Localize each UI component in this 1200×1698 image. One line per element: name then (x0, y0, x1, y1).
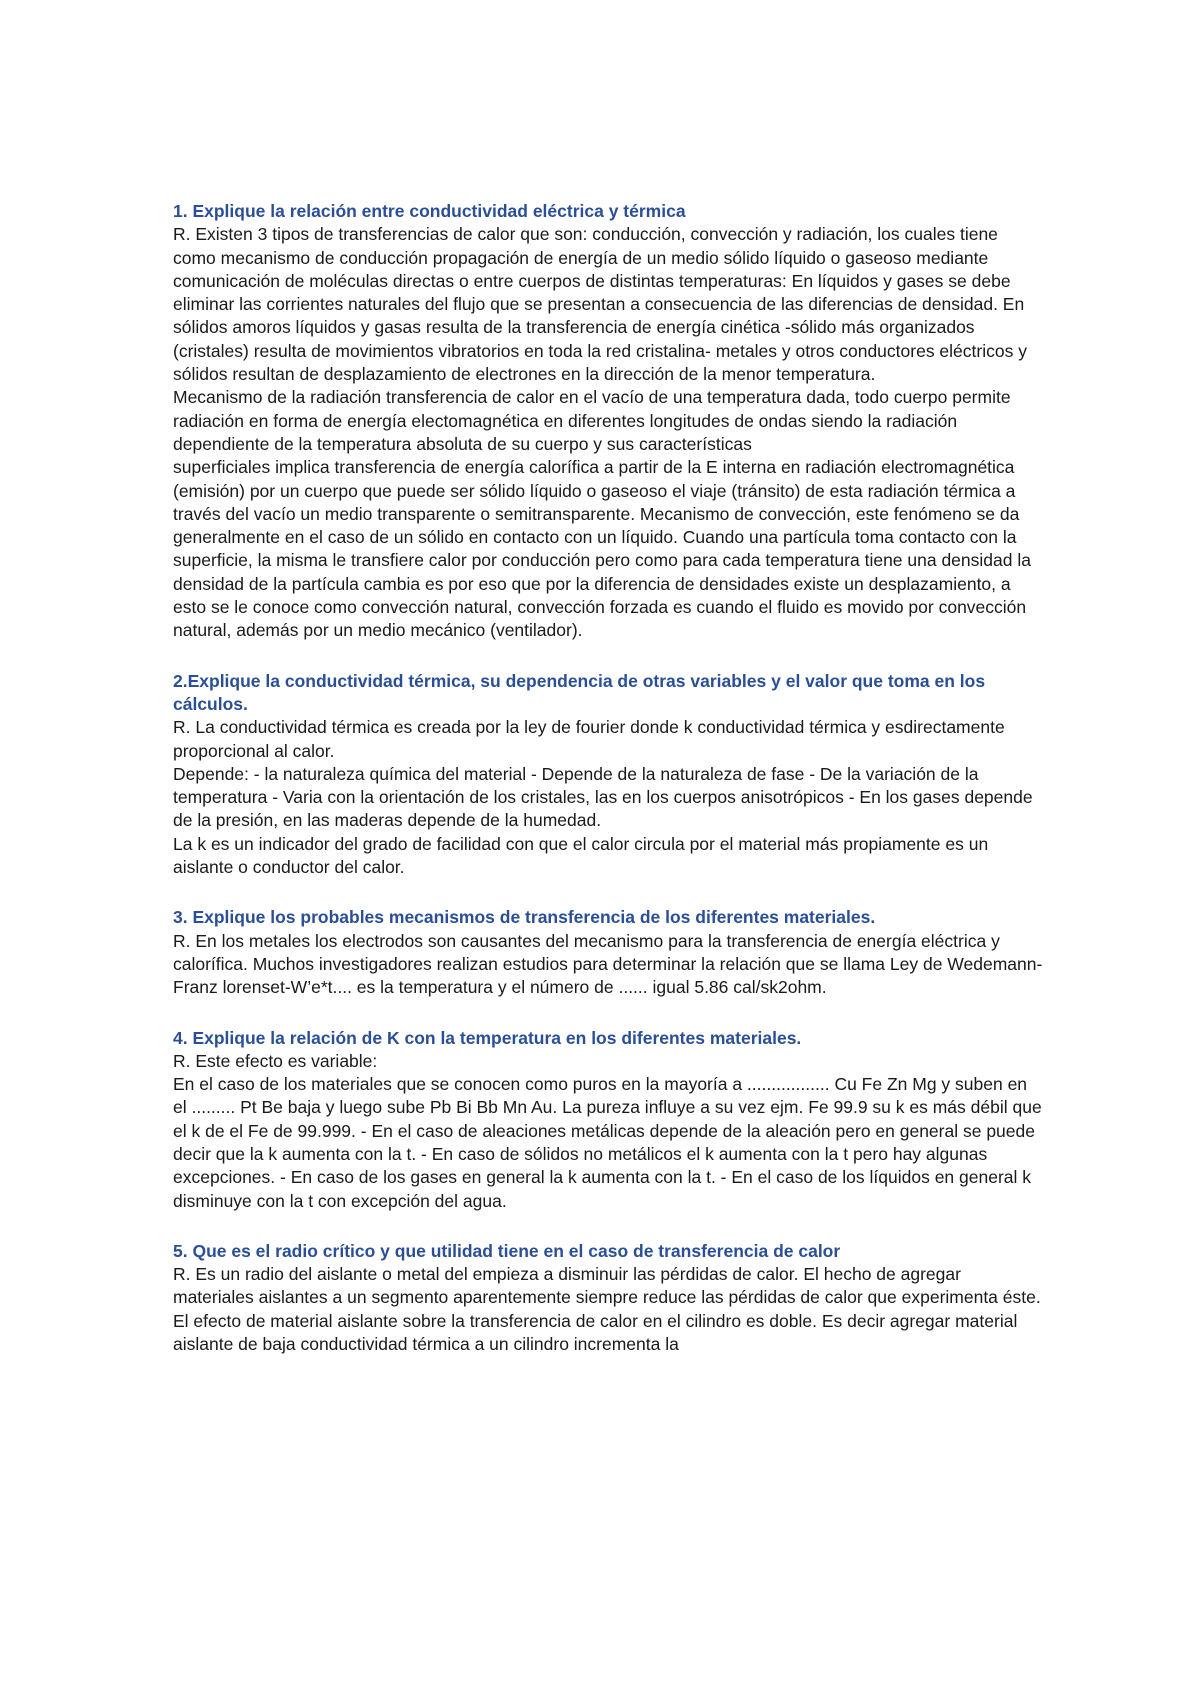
question-3-heading: 3. Explique los probables mecanismos de transferencia de los diferentes materiales. (173, 907, 876, 928)
answer-4-paragraph-1: R. Este efecto es variable: (173, 1050, 378, 1071)
answer-4-paragraph-2: En el caso de los materiales que se conocen como puros en la mayoría a ................. Cu Fe Zn Mg y suben en el ......... Pt Be baja y luego sube Pb Bi Bb Mn Au. La pureza influye a su vez ejm. Fe 99.9 su k es más débil que el k de el Fe de 99.999. - En el caso de aleaciones metálicas depende de la aleación pero en general se puede decir que la k aumenta con la t. - En caso de sólidos no metálicos el k aumenta con la t pero hay algunas excepciones. - En caso de los gases en general la k aumenta con la t. - En el caso de los líquidos en general k disminuye con la t con excepción del agua. (173, 1074, 1042, 1211)
answer-1-paragraph-3: superficiales implica transferencia de energía calorífica a partir de la E interna en radiación electromagnética (emisión) por un cuerpo que puede ser sólido líquido o gaseoso el viaje (tránsito) de esta radiación térmica a través del vacío un medio transparente o semitransparente. Mecanismo de convección, este fenómeno se da generalmente en el caso de un sólido en contacto con un líquido. Cuando una partícula toma contacto con la superficie, la misma le transfiere calor por conducción pero como para cada temperatura tiene una densidad la densidad de la partícula cambia es por eso que por la diferencia de densidades existe un desplazamiento, a esto se le conoce como convección natural, convección forzada es cuando el fluido es movido por convección natural, además por un medio mecánico (ventilador). (173, 457, 1031, 641)
document-page (173, 200, 1043, 1383)
section-3 (173, 906, 1043, 999)
section-2 (173, 670, 1043, 880)
answer-2-paragraph-1: R. La conductividad térmica es creada por la ley de fourier donde k conductividad térmica y esdirectamente proporcional al calor. (173, 717, 1005, 761)
answer-2-paragraph-2: Depende: - la naturaleza química del material - Depende de la naturaleza de fase - De la variación de la temperatura - Varia con la orientación de los cristales, las en los cuerpos anisotrópicos - En los gases depende de la presión, en las maderas depende de la humedad. (173, 763, 1033, 831)
question-4-heading: 4. Explique la relación de K con la temperatura en los diferentes materiales. (173, 1027, 802, 1048)
question-5-heading: 5. Que es el radio crítico y que utilidad tiene en el caso de transferencia de calor (173, 1240, 841, 1261)
question-1-heading: 1. Explique la relación entre conductividad eléctrica y térmica (173, 201, 686, 221)
question-2-heading: 2.Explique la conductividad térmica, su dependencia de otras variables y el valor que toma en los cálculos. (173, 670, 986, 714)
section-4 (173, 1027, 1043, 1213)
answer-2-paragraph-3: La k es un indicador del grado de facilidad con que el calor circula por el material más propiamente es un aislante o conductor del calor. (173, 833, 989, 878)
answer-3-paragraph-1: R. En los metales los electrodos son causantes del mecanismo para la transferencia de energía eléctrica y calorífica. Muchos investigadores realizan estudios para determinar la relación que se llama Ley de Wedemann-Franz lorenset-W’e*t.... es la temperatura y el número de ...... igual 5.86 cal/sk2ohm. (173, 930, 1043, 998)
section-1 (173, 200, 1043, 643)
answer-1-paragraph-2: Mecanismo de la radiación transferencia de calor en el vacío de una temperatura dada, todo cuerpo permite radiación en forma de energía electomagnética en diferentes longitudes de ondas siendo la radiación dependiente de la temperatura absoluta de su cuerpo y sus características (173, 387, 1011, 454)
answer-5-paragraph-1: R. Es un radio del aislante o metal del empieza a disminuir las pérdidas de calor. El hecho de agregar materiales aislantes a un segmento aparentemente siempre reduce las pérdidas de calor que experimenta éste. El efecto de material aislante sobre la transferencia de calor en el cilindro es doble. Es decir agregar material aislante de baja conductividad térmica a un cilindro incrementa la (173, 1264, 1041, 1355)
section-5 (173, 1240, 1043, 1356)
answer-1-paragraph-1: R. Existen 3 tipos de transferencias de calor que son: conducción, convección y radiación, los cuales tiene como mecanismo de conducción propagación de energía de un medio sólido líquido o gaseoso mediante comunicación de moléculas directas o entre cuerpos de distintas temperaturas: En líquidos y gases se debe eliminar las corrientes naturales del flujo que se presentan a consecuencia de las diferencias de densidad. En sólidos amoros líquidos y gasas resulta de la transferencia de energía cinética -sólido más organizados (cristales) resulta de movimientos vibratorios en toda la red cristalina- metales y otros conductores eléctricos y sólidos resultan de desplazamiento de electrones en la dirección de la menor temperatura. (173, 224, 1027, 385)
